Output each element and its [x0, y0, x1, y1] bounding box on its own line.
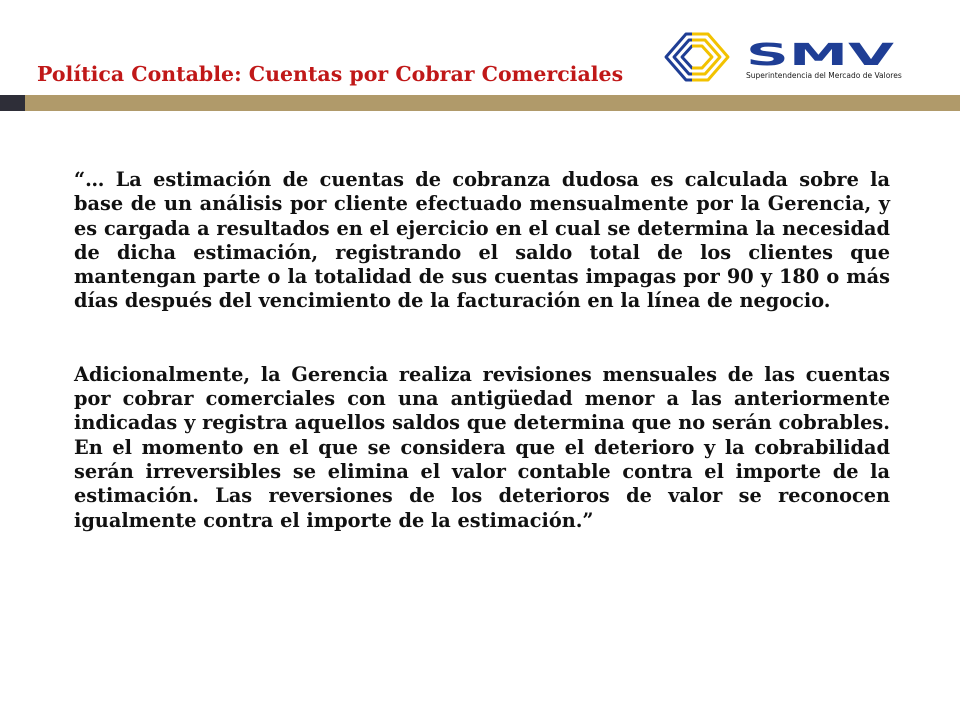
smv-wordmark — [744, 42, 896, 68]
smv-logo — [658, 28, 902, 86]
slide-title: Política Contable: Cuentas por Cobrar Comerciales — [37, 62, 624, 86]
smv-emblem-icon — [658, 28, 736, 86]
smv-wordmark-text: SMV — [746, 42, 896, 68]
slide-body — [74, 168, 890, 533]
paragraph-1: “… La estimación de cuentas de cobranza dudosa es calculada sobre la base de un análisis por cliente efectuado mensualmente por la Gerencia, y es cargada a resultados en el ejercicio en el cual se determina la necesidad de dicha estimación, registrando el saldo total de los clientes que mantengan parte o la totalidad de sus cuentas impagas por 90 y 180 o más días después del vencimiento de la facturación en la línea de negocio. — [74, 168, 890, 313]
header-bar-dark — [0, 95, 25, 111]
logo-subtitle: Superintendencia del Mercado de Valores — [746, 71, 902, 80]
header-bar-gold — [25, 95, 960, 111]
paragraph-2: Adicionalmente, la Gerencia realiza revisiones mensuales de las cuentas por cobrar comerciales con una antigüedad menor a las anteriormente indicadas y registra aquellos saldos que determina que no serán cobrables. En el momento en el que se considera que el deterioro y la cobrabilidad serán irreversibles se elimina el valor contable contra el importe de la estimación. Las reversiones de los deterioros de valor se reconocen igualmente contra el importe de la estimación.” — [74, 362, 890, 532]
